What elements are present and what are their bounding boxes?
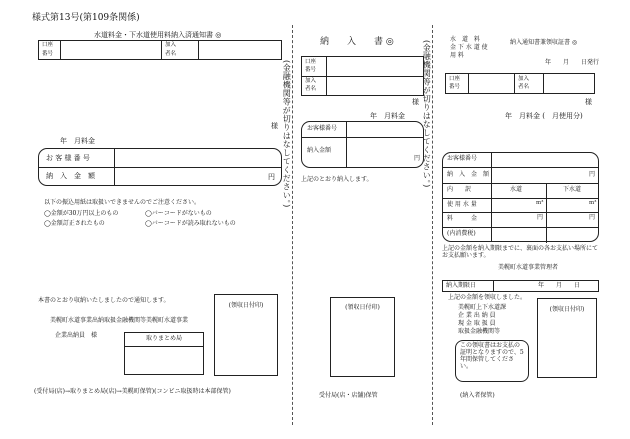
left-handler: 美幌町水道事業出納取扱金融機関等美幌町水道事業 [50,317,189,324]
routing-note: (受付局(店)→取りまとめ局(店)→美幌町保管)(コンビニ取扱時は本部保管) [34,388,231,395]
middle-sama: 様 [412,98,419,106]
right-title: 納入通知書兼領収証書 ◎ [510,39,578,46]
right-header-left-1: 水 道 料 [450,36,481,43]
middle-keep-note: 受付局(店・店舗)保管 [319,392,378,399]
left-date-stamp-label: (領収日付印) [228,302,264,309]
right-official-2: 企 業 出 納 員 [458,312,496,319]
right-deadline-date: 年 月 日 [538,282,581,289]
right-fee-yen-water: 円 [537,214,544,221]
right-official-4: 取扱金融機関等 [458,328,501,335]
collection-office-label: 取りまとめ局 [145,335,182,342]
left-account-label-2: 番号 [42,51,54,57]
middle-subscriber-label-2: 者名 [305,86,317,92]
perforation-right [432,25,433,425]
left-subscriber-label-1: 加入 [165,42,177,48]
right-account-label-1: 口座 [449,76,461,82]
left-date-stamp-box [214,294,278,376]
left-notice-1: ◯金額が30万円以上のもの [44,210,119,217]
right-issue-date: 年 月 日発行 [545,59,600,66]
left-title: 水道料金・下水道使用料納入済通知書 ◎ [94,31,222,39]
right-col-water: 水道 [510,186,523,193]
middle-amount-box [301,121,424,168]
right-subscriber-label-1: 加入 [518,76,530,82]
form-number: 様式第13号(第109条関係) [32,13,140,23]
right-usage-label: 使 用 水 量 [447,201,477,208]
left-customer-number-label: お 客 様 番 号 [46,154,90,162]
middle-yen: 円 [414,155,421,162]
right-tax-label: (内消費税) [447,230,476,237]
left-subscriber-label-2: 者名 [165,51,177,57]
left-month-charge: 年 月料金 [60,137,95,145]
right-subscriber-label-2: 者名 [518,84,530,90]
right-receipt-note: この領収書はお支払の証明となりますので、5年間保管してください。 [455,340,529,382]
right-breakdown-label: 内 訳 [447,186,472,193]
right-col-sewer: 下水道 [563,186,582,193]
right-header-left-2: 金 下 水 道 使 [450,44,488,51]
right-official-3: 現 金 取 扱 員 [458,320,496,327]
middle-month-charge: 年 月料金 [370,112,405,120]
right-date-stamp-box [537,298,597,378]
middle-subscriber-label-1: 加入 [305,78,317,84]
right-account-box [445,73,595,94]
right-header-left-3: 用 料 [450,52,464,59]
right-account-label-2: 番号 [449,84,461,90]
left-received-message: 本書のとおり収納いたしましたので通知します。 [38,297,170,304]
right-amount-label: 納 入 金 額 [447,171,490,178]
right-keep-note: (納入者保管) [460,392,495,399]
right-deadline-notice: 上記の金額を納入期限までに、裏面の各お支払い場所にてお支払願います。 [442,245,599,259]
perforation-left [292,25,293,425]
left-notice-4: ◯バーコードが読み取れないもの [145,220,236,227]
right-manager: 美幌町水道事業管理者 [498,264,559,271]
middle-amount-label: 納入金額 [307,147,332,154]
right-customer-number-label: お客様番号 [447,155,478,162]
right-amount-yen: 円 [589,171,596,178]
left-account-box [38,40,282,60]
middle-date-stamp-box [330,297,395,377]
cut-note-right: (金融機関等が切りはなしてください。) [422,40,432,188]
left-notice-intro: 以下の振込用紙は取扱いできませんのでご注意ください。 [44,199,201,206]
left-sama: 様 [271,122,278,130]
right-date-stamp-label: (領収日付印) [549,306,585,313]
left-treasurer: 企業出納員 様 [55,332,98,339]
left-notice-3: ◯バーコードがないもの [145,210,212,217]
middle-account-box [301,56,424,96]
left-account-label-1: 口座 [42,42,54,48]
right-usage-unit-water: m³ [536,200,544,206]
middle-pay-instruction: 上記のとおり納入します。 [301,176,373,183]
right-amount-box [442,152,599,242]
right-deadline-box [442,280,599,292]
middle-title: 納 入 書 ◎ [320,37,394,47]
right-fee-yen-sewer: 円 [589,214,596,221]
right-sama: 様 [585,98,592,106]
middle-date-stamp-label: (領収日付印) [345,304,380,311]
right-deadline-label: 納入期限日 [446,282,477,289]
middle-account-label-1: 口座 [305,59,317,65]
left-amount-box [38,148,282,186]
right-usage-unit-sewer: m³ [589,200,597,206]
right-official-1: 美幌町上下水道課 [458,304,507,311]
left-notice-2: ◯金額訂正されたもの [44,220,105,227]
middle-customer-number-label: お客様番号 [307,125,338,132]
right-month-charge: 年 月料金 ( 月使用分) [505,112,583,120]
middle-account-label-2: 番号 [305,67,317,73]
right-fee-label: 料 金 [447,215,478,222]
left-amount-label: 納 入 金 額 [46,172,95,180]
cut-note-left: (金融機関等が切りはなしてください。) [282,60,292,208]
left-yen: 円 [268,173,275,181]
collection-office-box [124,332,204,375]
right-received-amount: 上記の金額を領収しました。 [448,294,527,301]
